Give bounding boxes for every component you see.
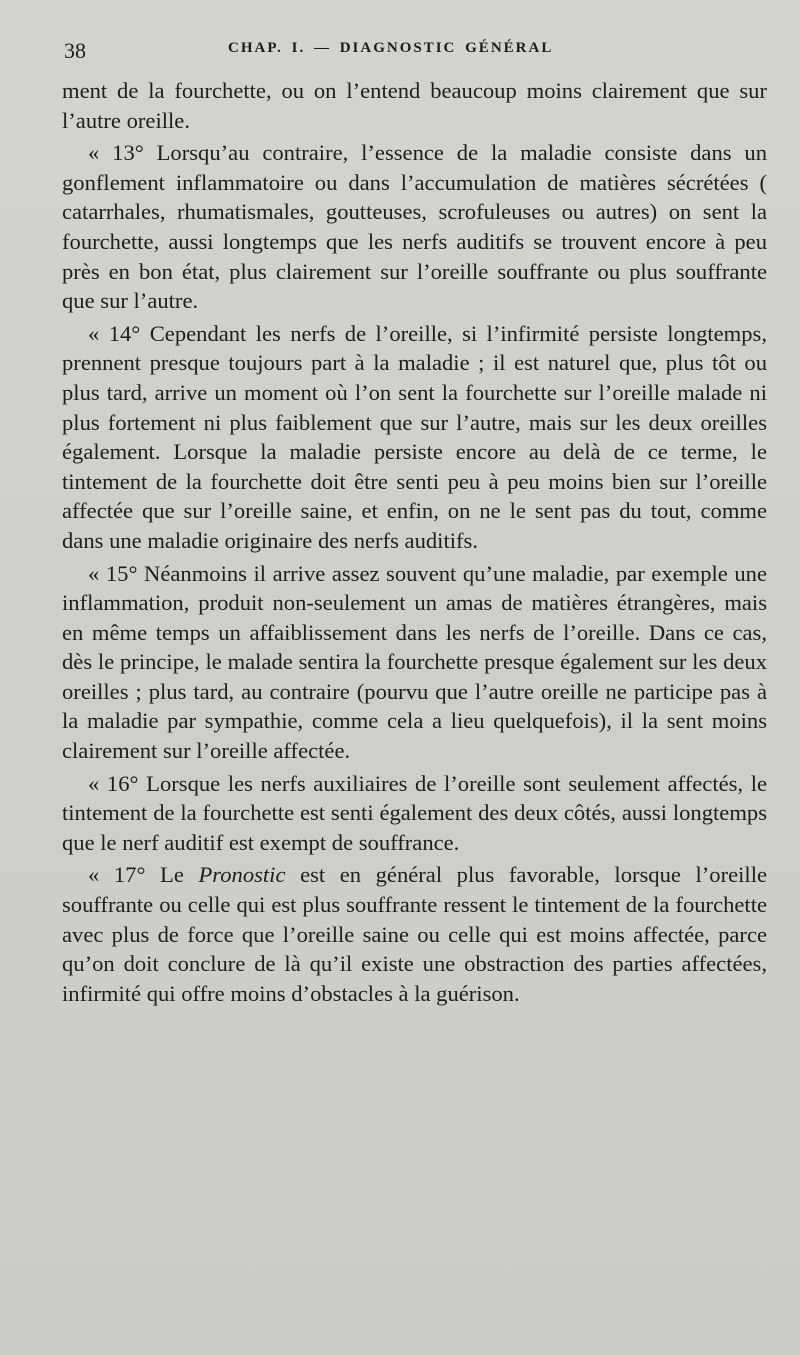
- paragraph-13-text: « 13° Lorsqu’au contraire, l’essence de la maladie consiste dans un gonflement inflammatoire ou dans l’accumulation de matières sécrétées ( catarrhales, rhumatismales, goutteuses, scrofuleuses ou autres) on sent la fourchette, aussi longtemps que les nerfs auditifs se trouvent encore à peu près en bon état, plus clairement sur l’oreille souffrante ou plus souffrante que sur l’autre.: [62, 140, 767, 314]
- page-header: [62, 34, 768, 66]
- paragraph-14-text: « 14° Cependant les nerfs de l’oreille, si l’infirmité persiste longtemps, prennent presque toujours part à la maladie ; il est naturel que, plus tôt ou plus tard, arrive un moment où l’on sent la fourchette sur l’oreille malade ni plus fortement ni plus faiblement que sur l’autre, mais sur les deux oreilles également. Lorsque la maladie persiste encore au delà de ce terme, le tintement de la fourchette doit être senti peu à peu moins bien sur l’oreille affectée que sur l’oreille saine, et enfin, on ne le sent pas du tout, comme dans une maladie originaire des nerfs auditifs.: [62, 320, 767, 553]
- paragraph-15: [62, 559, 767, 766]
- paragraph-14: [62, 319, 767, 556]
- pronostic-italic: Pronostic: [198, 862, 286, 888]
- paragraph-15-text: « 15° Néanmoins il arrive assez souvent qu’une maladie, par exemple une inflammation, produit non-seulement un amas de matières étrangères, mais en même temps un affaiblissement dans les nerfs de l’oreille. Dans ce cas, dès le principe, le malade sentira la fourchette presque également sur les deux oreilles ; plus tard, au contraire (pourvu que l’autre oreille ne participe pas à la maladie par sympathie, comme cela a lieu quelquefois), il la sent moins clairement sur l’oreille affectée.: [62, 560, 767, 764]
- paragraph-13: [62, 138, 767, 316]
- paragraph-16: [62, 769, 767, 858]
- page-number: 38: [64, 38, 86, 63]
- running-head: CHAP. I. — DIAGNOSTIC GÉNÉRAL: [228, 40, 554, 56]
- paragraph-17-text-after: est en général plus favorable, lorsque l’oreille souffrante ou celle qui est plus souffrante ressent le tintement de la fourchette avec plus de force que l’oreille saine ou celle qui est moins affectée, parce qu’on doit conclure de là qu’il existe une obstraction des parties affectées, infirmité qui offre moins d’obstacles à la guérison.: [62, 862, 768, 1006]
- paragraph-16-text: « 16° Lorsque les nerfs auxiliaires de l’oreille sont seulement affectés, le tintement de la fourchette est senti également des deux côtés, aussi longtemps que le nerf auditif est exempt de souffrance.: [62, 770, 767, 855]
- paragraph-continuation: ment de la fourchette, ou on l’entend beaucoup moins clairement que sur l’autre oreille.: [62, 78, 767, 133]
- body-text: [62, 76, 767, 1008]
- paragraph-17: [62, 860, 767, 1008]
- paragraph-17-text-before: « 17° Le: [88, 862, 199, 888]
